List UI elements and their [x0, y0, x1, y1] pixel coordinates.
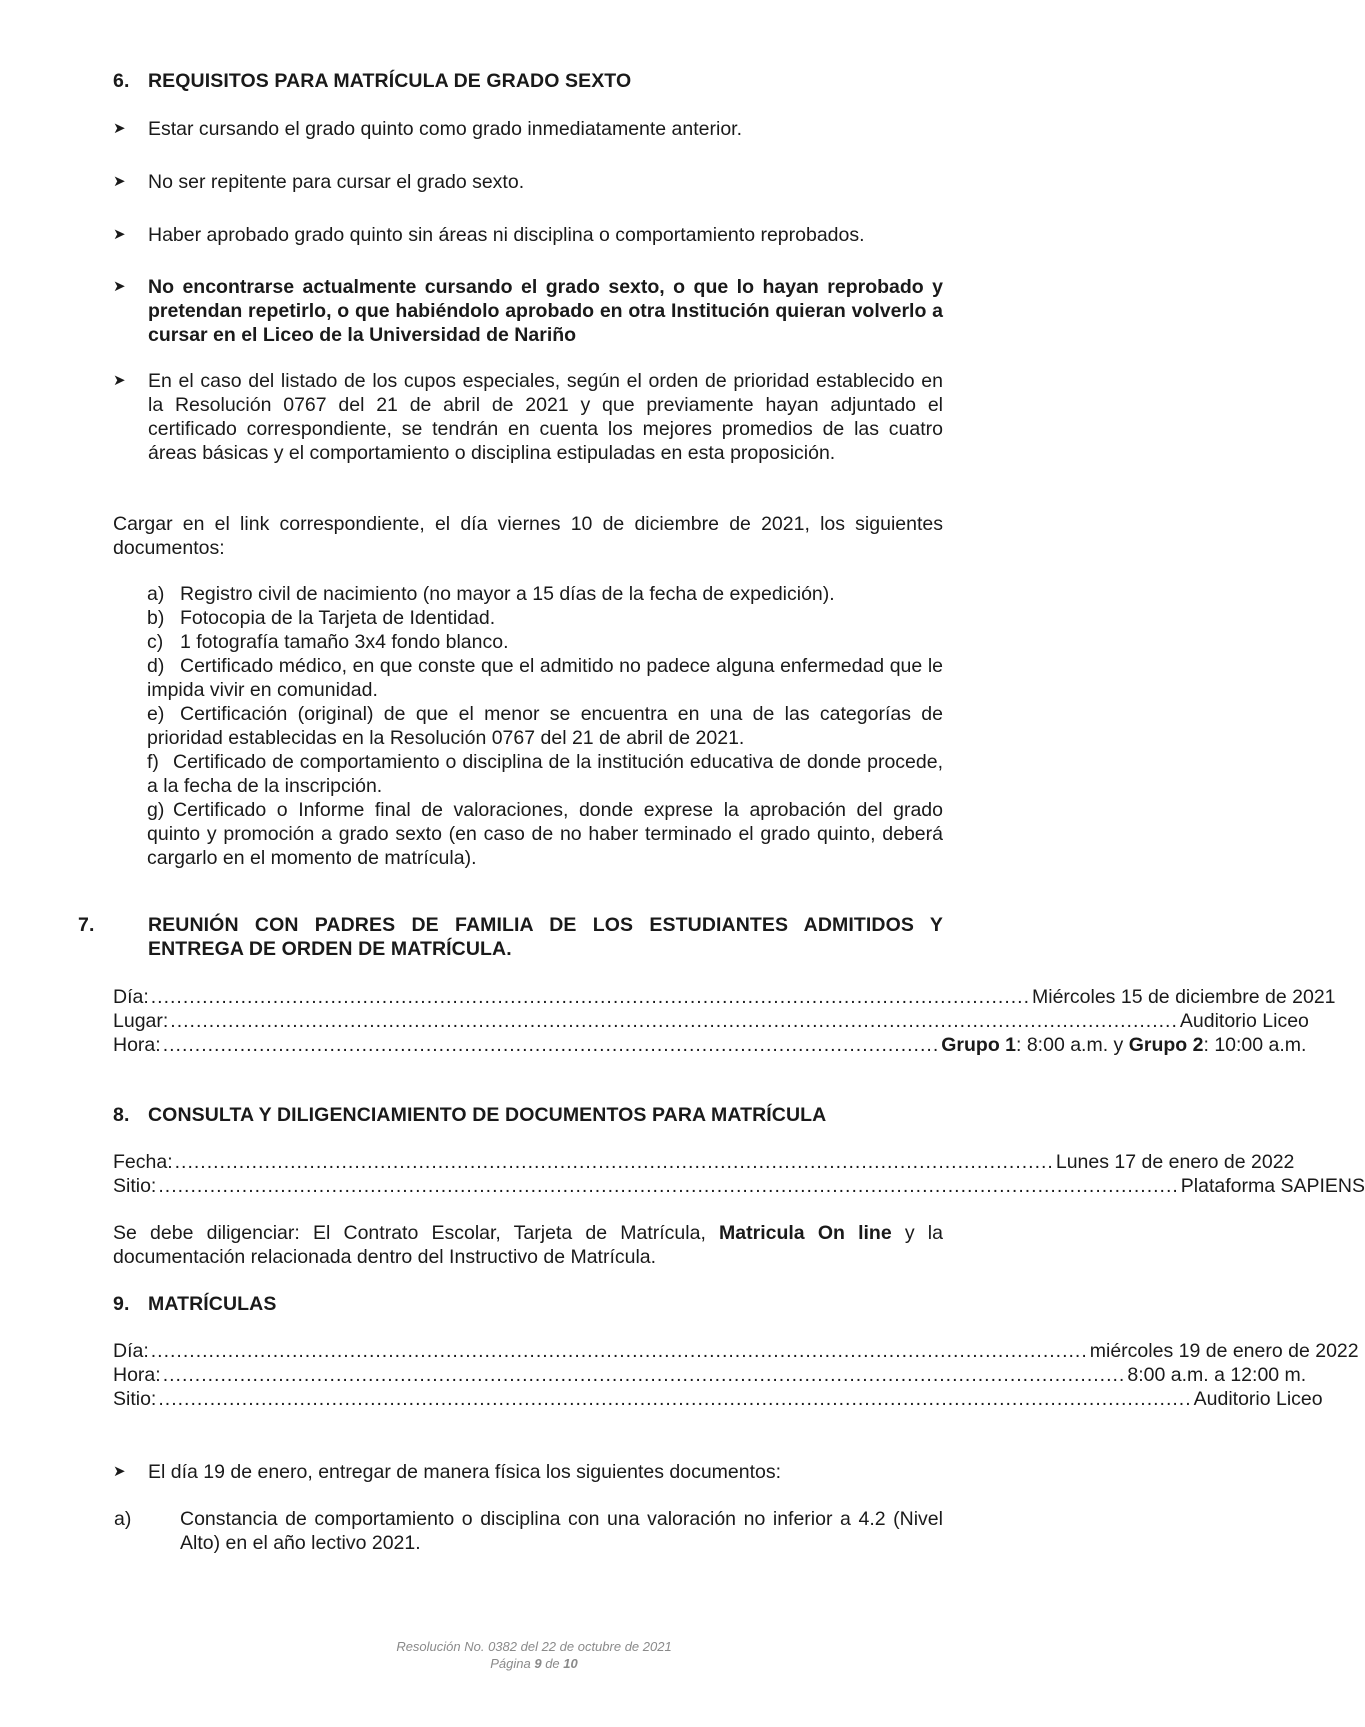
- consult-site-row: [113, 1174, 1365, 1198]
- arrow-right-bullet-icon: ➤: [113, 372, 126, 389]
- item-letter: a): [147, 583, 165, 605]
- requirement-bullet: [113, 223, 943, 247]
- row-value: miércoles 19 de enero de 2022: [1089, 1340, 1359, 1362]
- section-9-heading: MATRÍCULAS: [148, 1293, 277, 1315]
- section-8-number: 8.: [113, 1104, 130, 1126]
- row-label: Hora:: [113, 1034, 161, 1056]
- item-letter: d): [147, 655, 165, 677]
- item-text: Certificación (original) de que el menor se encuentra en una de las categorías de prioridad establecidas en la Resolución 0767 del 21 de abril de 2021.: [147, 703, 943, 749]
- enrollment-site-row: [113, 1387, 1323, 1411]
- section-8-title: [113, 1103, 943, 1127]
- row-label: Fecha:: [113, 1151, 173, 1173]
- dot-leader: .................................................................................................................................................................: [158, 1388, 1192, 1410]
- enrollment-day-row: [113, 1339, 1359, 1363]
- requirement-text: Estar cursando el grado quinto como grado inmediatamente anterior.: [148, 118, 743, 140]
- physical-document-item: [114, 1507, 943, 1555]
- arrow-right-bullet-icon: ➤: [113, 1463, 126, 1480]
- item-text: Fotocopia de la Tarjeta de Identidad.: [180, 607, 496, 629]
- item-letter: c): [147, 631, 164, 653]
- item-text: Constancia de comportamiento o disciplina con una valoración no inferior a 4.2 (Nivel Alto) en el año lectivo 2021.: [180, 1508, 943, 1554]
- group-2-label: Grupo 2: [1128, 1034, 1204, 1056]
- item-text: Certificado de comportamiento o disciplina de la institución educativa de donde procede, a la fecha de la inscripción.: [147, 751, 943, 797]
- row-value: Plataforma SAPIENS: [1180, 1175, 1365, 1197]
- row-value: 8:00 a.m. a 12:00 m.: [1127, 1364, 1307, 1386]
- item-letter: g): [147, 799, 165, 821]
- dot-leader: ......................................................................................................................................................: [162, 1364, 1126, 1386]
- row-label: Día:: [113, 986, 149, 1008]
- consult-date-row: [113, 1150, 1295, 1174]
- upload-intro: Cargar en el link correspondiente, el día viernes 10 de diciembre de 2021, los siguientes documentos:: [113, 513, 943, 559]
- physical-delivery-bullet: [113, 1460, 943, 1484]
- row-label: Sitio:: [113, 1175, 157, 1197]
- section-6-title: [113, 69, 943, 93]
- dot-leader: .........................................................................................................................................: [174, 1151, 1054, 1173]
- requirement-text: En el caso del listado de los cupos especiales, según el orden de prioridad establecido en la Resolución 0767 del 21 de abril de 2021 y que previamente hayan adjuntado el certificado correspondiente, se tendrán en cuenta los mejores promedios de las cuatro áreas básicas y el comportamiento o disciplina estipuladas en esta proposición.: [148, 370, 943, 464]
- group-2-time: : 10:00 a.m.: [1203, 1034, 1307, 1056]
- section-7-heading: REUNIÓN CON PADRES DE FAMILIA DE LOS ESTUDIANTES ADMITIDOS Y ENTREGA DE ORDEN DE MATRÍCULA.: [148, 914, 943, 960]
- row-label: Lugar:: [113, 1010, 169, 1032]
- row-label: Hora:: [113, 1364, 161, 1386]
- requirement-bullet: [113, 369, 943, 465]
- requirement-bullet: [113, 117, 943, 141]
- row-value: Auditorio Liceo: [1179, 1010, 1309, 1032]
- item-text: Certificado médico, en que conste que el admitido no padece alguna enfermedad que le impida vivir en comunidad.: [147, 655, 943, 701]
- document-item: [147, 750, 943, 798]
- note-text: Se debe diligenciar: El Contrato Escolar, Tarjeta de Matrícula,: [113, 1222, 720, 1244]
- item-text: Registro civil de nacimiento (no mayor a 15 días de la fecha de expedición).: [180, 583, 835, 605]
- arrow-right-bullet-icon: ➤: [113, 226, 126, 243]
- bullet-text: El día 19 de enero, entregar de manera física los siguientes documentos:: [148, 1461, 782, 1483]
- footer-page-number: [0, 1655, 1068, 1672]
- document-item: [147, 654, 943, 702]
- row-value: Lunes 17 de enero de 2022: [1055, 1151, 1295, 1173]
- item-letter: e): [147, 703, 165, 725]
- section-9-number: 9.: [113, 1293, 130, 1315]
- section-6-heading: REQUISITOS PARA MATRÍCULA DE GRADO SEXTO: [148, 70, 632, 92]
- page-total: 10: [563, 1656, 578, 1671]
- document-item: [147, 606, 943, 630]
- requirement-text: No ser repitente para cursar el grado sexto.: [148, 171, 525, 193]
- group-1-label: Grupo 1: [941, 1034, 1016, 1056]
- enrollment-time-row: [113, 1363, 1307, 1387]
- section-7-title: [78, 913, 943, 961]
- requirement-bullet: [113, 170, 943, 194]
- item-text: Certificado o Informe final de valoraciones, donde exprese la aprobación del grado quinto y promoción a grado sexto (en caso de no haber terminado el grado quinto, deberá cargarlo en el momento de matrícula).: [147, 799, 943, 869]
- requirement-text: Haber aprobado grado quinto sin áreas ni disciplina o comportamiento reprobados.: [148, 224, 865, 246]
- item-letter: a): [114, 1508, 132, 1530]
- dot-leader: ...............................................................................................................................................................: [158, 1175, 1179, 1197]
- dot-leader: .............................................................................................................................................................: [170, 1010, 1178, 1032]
- arrow-right-bullet-icon: ➤: [113, 173, 126, 190]
- arrow-right-bullet-icon: ➤: [113, 120, 126, 137]
- row-label: Sitio:: [113, 1388, 157, 1410]
- page-prefix: Página: [490, 1656, 535, 1671]
- note-text: y la documentación relacionada dentro del Instructivo de Matrícula.: [113, 1222, 943, 1268]
- meeting-place-row: [113, 1009, 1309, 1033]
- section-8-heading: CONSULTA Y DILIGENCIAMIENTO DE DOCUMENTOS PARA MATRÍCULA: [148, 1104, 827, 1126]
- meeting-day-row: [113, 985, 1336, 1009]
- document-item: [147, 798, 943, 870]
- section-6-number: 6.: [113, 70, 130, 92]
- note-emphasis: Matricula On line: [719, 1222, 892, 1244]
- arrow-right-bullet-icon: ➤: [113, 278, 126, 295]
- footer-resolution: Resolución No. 0382 del 22 de octubre de 2021: [396, 1639, 672, 1654]
- group-1-time: : 8:00 a.m. y: [1016, 1034, 1129, 1056]
- consult-note: [113, 1221, 943, 1269]
- meeting-time-row: [113, 1033, 1307, 1057]
- item-letter: b): [147, 607, 165, 629]
- row-value: [941, 1033, 1306, 1057]
- row-value: Auditorio Liceo: [1193, 1388, 1323, 1410]
- document-item: [147, 582, 943, 606]
- document-item: [147, 702, 943, 750]
- page-middle: de: [541, 1656, 564, 1671]
- dot-leader: ..................................................................................................................................................: [150, 1340, 1088, 1362]
- row-label: Día:: [113, 1340, 149, 1362]
- requirement-text: No encontrarse actualmente cursando el grado sexto, o que lo hayan reprobado y pretendan repetirlo, o que habiéndolo aprobado en otra Institución quieran volverlo a cursar en el Liceo de la Universidad de Nariño: [148, 276, 943, 346]
- requirement-bullet-bold: [113, 275, 943, 347]
- item-text: 1 fotografía tamaño 3x4 fondo blanco.: [180, 631, 509, 653]
- item-letter: f): [147, 751, 159, 773]
- dot-leader: .........................................................................................................................................: [150, 986, 1030, 1008]
- section-9-title: [113, 1292, 943, 1316]
- document-item: [147, 630, 943, 654]
- dot-leader: .........................................................................................................................: [162, 1034, 940, 1056]
- section-7-number: 7.: [78, 914, 95, 936]
- page-current: 9: [534, 1656, 542, 1671]
- row-value: Miércoles 15 de diciembre de 2021: [1032, 986, 1336, 1008]
